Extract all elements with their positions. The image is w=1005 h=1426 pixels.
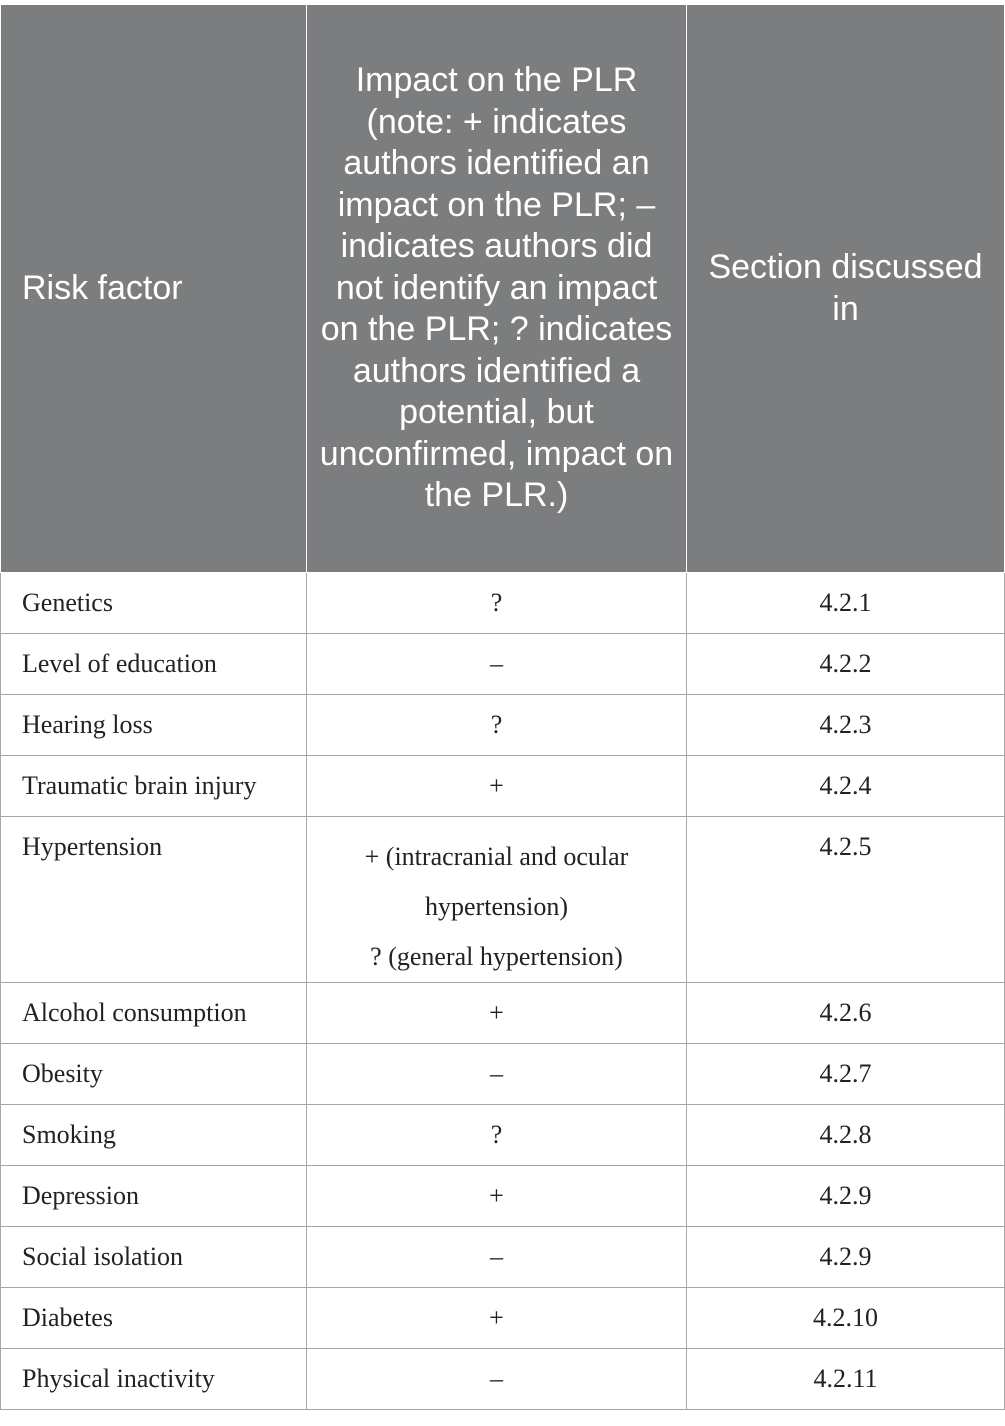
impact-line: ? (general hypertension) bbox=[370, 942, 623, 971]
impact-cell: ? bbox=[307, 695, 687, 756]
section-cell: 4.2.3 bbox=[687, 695, 1005, 756]
header-impact: Impact on the PLR (note: + indicates authors identified an impact on the PLR; – indicates authors did not identify an impact on the PLR; ? indicates authors identified a potential, but unconfirmed, impact on the PLR.) bbox=[307, 5, 687, 573]
table-row bbox=[1, 817, 1005, 983]
risk-factor-cell: Hearing loss bbox=[1, 695, 307, 756]
impact-cell: – bbox=[307, 1349, 687, 1410]
section-cell: 4.2.9 bbox=[687, 1227, 1005, 1288]
impact-cell: ? bbox=[307, 573, 687, 634]
risk-factor-table bbox=[0, 4, 1005, 1410]
section-cell: 4.2.7 bbox=[687, 1044, 1005, 1105]
risk-factor-cell: Obesity bbox=[1, 1044, 307, 1105]
impact-cell: – bbox=[307, 1044, 687, 1105]
table-body bbox=[1, 573, 1005, 1410]
risk-factor-cell: Genetics bbox=[1, 573, 307, 634]
impact-cell: + bbox=[307, 983, 687, 1044]
table-row bbox=[1, 1349, 1005, 1410]
risk-factor-cell: Physical inactivity bbox=[1, 1349, 307, 1410]
section-cell: 4.2.5 bbox=[687, 817, 1005, 983]
table-row bbox=[1, 1105, 1005, 1166]
section-cell: 4.2.8 bbox=[687, 1105, 1005, 1166]
header-row bbox=[1, 5, 1005, 573]
table-row bbox=[1, 695, 1005, 756]
section-cell: 4.2.6 bbox=[687, 983, 1005, 1044]
impact-cell: – bbox=[307, 1227, 687, 1288]
risk-factor-cell: Hypertension bbox=[1, 817, 307, 983]
impact-line: + (intracranial and ocular hypertension) bbox=[364, 842, 629, 921]
section-cell: 4.2.1 bbox=[687, 573, 1005, 634]
table-row bbox=[1, 983, 1005, 1044]
section-cell: 4.2.10 bbox=[687, 1288, 1005, 1349]
table-row bbox=[1, 634, 1005, 695]
section-cell: 4.2.4 bbox=[687, 756, 1005, 817]
risk-factor-cell: Diabetes bbox=[1, 1288, 307, 1349]
impact-cell: + bbox=[307, 1288, 687, 1349]
risk-factor-cell: Smoking bbox=[1, 1105, 307, 1166]
table-row bbox=[1, 1166, 1005, 1227]
impact-cell: + bbox=[307, 1166, 687, 1227]
risk-factor-cell: Social isolation bbox=[1, 1227, 307, 1288]
section-cell: 4.2.2 bbox=[687, 634, 1005, 695]
table-row bbox=[1, 573, 1005, 634]
impact-cell: – bbox=[307, 634, 687, 695]
section-cell: 4.2.9 bbox=[687, 1166, 1005, 1227]
header-risk-factor: Risk factor bbox=[1, 5, 307, 573]
table-row bbox=[1, 1288, 1005, 1349]
header-section: Section discussed in bbox=[687, 5, 1005, 573]
section-cell: 4.2.11 bbox=[687, 1349, 1005, 1410]
risk-factor-cell: Depression bbox=[1, 1166, 307, 1227]
impact-cell bbox=[307, 817, 687, 983]
impact-cell: ? bbox=[307, 1105, 687, 1166]
risk-factor-cell: Level of education bbox=[1, 634, 307, 695]
table-row bbox=[1, 756, 1005, 817]
table-header bbox=[1, 5, 1005, 573]
table-row bbox=[1, 1227, 1005, 1288]
table-row bbox=[1, 1044, 1005, 1105]
risk-factor-cell: Alcohol consumption bbox=[1, 983, 307, 1044]
impact-cell: + bbox=[307, 756, 687, 817]
risk-factor-cell: Traumatic brain injury bbox=[1, 756, 307, 817]
